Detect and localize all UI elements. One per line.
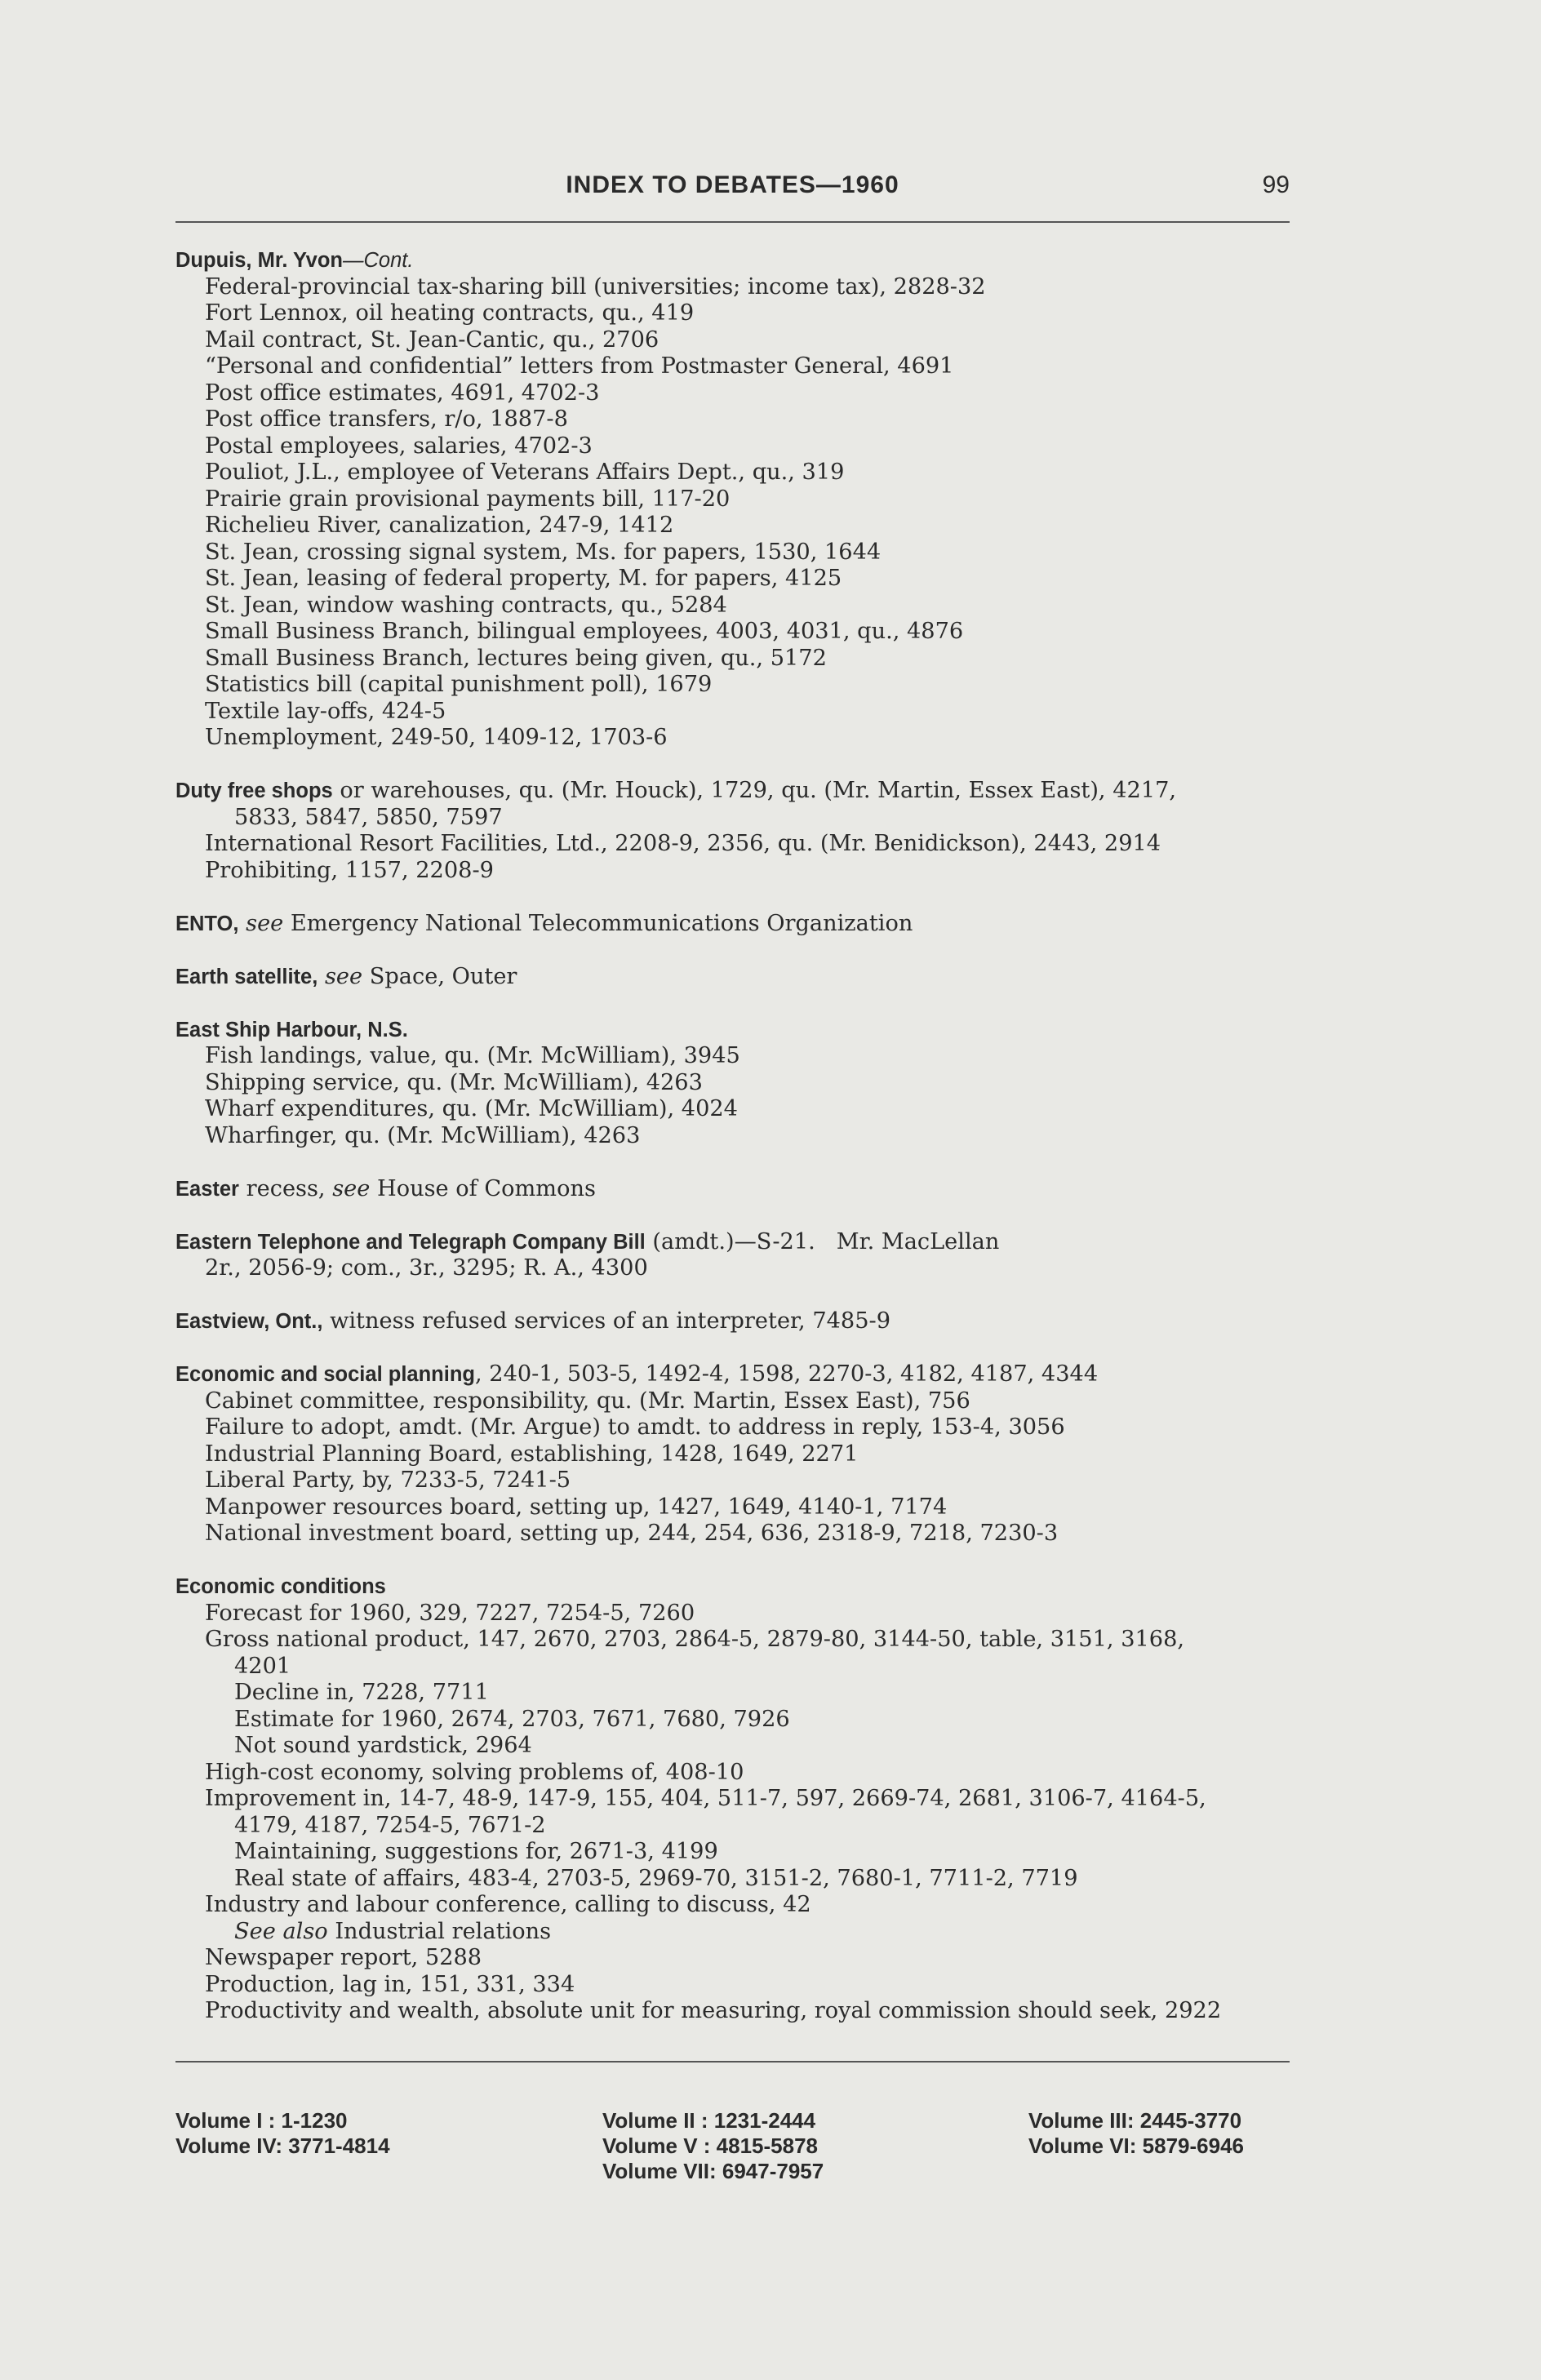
index-entry-eastview bbox=[175, 1308, 1294, 1335]
subentry: Liberal Party, by, 7233-5, 7241-5 bbox=[205, 1468, 571, 1493]
subentry: Gross national product, 147, 2670, 2703, 2864-5, 2879-80, 3144-50, table, 3151, 3168, bbox=[205, 1627, 1185, 1652]
volume-range: Volume III: 2445-3770 bbox=[1028, 2108, 1242, 2133]
entry-heading: Economic and social planning bbox=[175, 1363, 475, 1386]
subentry: “Personal and confidential” letters from Postmaster General, 4691 bbox=[205, 353, 954, 379]
subentry-continuation: 4179, 4187, 7254-5, 7671-2 bbox=[234, 1812, 546, 1838]
subentry: Post office transfers, r/o, 1887-8 bbox=[205, 406, 568, 432]
volume-range: Volume I : 1-1230 bbox=[175, 2108, 348, 2133]
index-entry-eastern-telephone bbox=[175, 1229, 1294, 1282]
subentry: Wharf expenditures, qu. (Mr. McWilliam), 4024 bbox=[205, 1096, 738, 1121]
subentry: Post office estimates, 4691, 4702-3 bbox=[205, 380, 600, 406]
subentry: Small Business Branch, lectures being given, qu., 5172 bbox=[205, 645, 827, 671]
subentry: Unemployment, 249-50, 1409-12, 1703-6 bbox=[205, 725, 668, 750]
entry-heading: Eastern Telephone and Telegraph Company Bill bbox=[175, 1230, 646, 1254]
entry-heading: ENTO, bbox=[175, 912, 239, 935]
subentry: Manpower resources board, setting up, 1427, 1649, 4140-1, 7174 bbox=[205, 1494, 948, 1520]
sub-subentry: Estimate for 1960, 2674, 2703, 7671, 7680, 7926 bbox=[234, 1706, 790, 1732]
subentry: St. Jean, window washing contracts, qu., 5284 bbox=[205, 592, 727, 618]
index-entry-economic-conditions bbox=[175, 1574, 1294, 2025]
page-header bbox=[175, 171, 1290, 212]
entry-continued: —Cont. bbox=[342, 249, 414, 272]
see-also-text: Industrial relations bbox=[327, 1918, 552, 1944]
subentry: Fish landings, value, qu. (Mr. McWilliam), 3945 bbox=[205, 1043, 740, 1068]
footer-column-3 bbox=[1028, 2108, 1244, 2159]
index-body bbox=[175, 247, 1294, 2051]
sub-subentry: Not sound yardstick, 2964 bbox=[234, 1733, 532, 1758]
entry-heading: Easter bbox=[175, 1177, 239, 1201]
subentry: Productivity and wealth, absolute unit for measuring, royal commission should seek, 2922 bbox=[205, 1998, 1222, 2023]
entry-text: witness refused services of an interpreter, 7485-9 bbox=[322, 1308, 891, 1334]
subentry: Small Business Branch, bilingual employees, 4003, 4031, qu., 4876 bbox=[205, 619, 964, 644]
subentry: Cabinet committee, responsibility, qu. (Mr. Martin, Essex East), 756 bbox=[205, 1388, 970, 1414]
subentry: Pouliot, J.L., employee of Veterans Affairs Dept., qu., 319 bbox=[205, 460, 845, 485]
entry-heading: Eastview, Ont., bbox=[175, 1310, 323, 1333]
entry-text: recess, bbox=[238, 1175, 333, 1201]
header-divider bbox=[175, 221, 1290, 223]
entry-heading: Dupuis, Mr. Yvon bbox=[175, 249, 343, 272]
subentry: High-cost economy, solving problems of, 408-10 bbox=[205, 1759, 744, 1785]
sub-subentry: Maintaining, suggestions for, 2671-3, 4199 bbox=[234, 1839, 718, 1864]
subentry: Production, lag in, 151, 331, 334 bbox=[205, 1971, 575, 1997]
see-reference: see bbox=[332, 1175, 371, 1201]
entry-text: , 240-1, 503-5, 1492-4, 1598, 2270-3, 4182, 4187, 4344 bbox=[474, 1361, 1099, 1387]
footer-divider bbox=[175, 2061, 1290, 2063]
page-number: 99 bbox=[1262, 171, 1290, 198]
index-entry-ento bbox=[175, 911, 1294, 938]
volume-range: Volume II : 1231-2444 bbox=[602, 2108, 816, 2133]
volume-range: Volume VI: 5879-6946 bbox=[1028, 2134, 1244, 2158]
subentry: Mail contract, St. Jean-Cantic, qu., 2706 bbox=[205, 326, 659, 353]
subentry: Forecast for 1960, 329, 7227, 7254-5, 7260 bbox=[205, 1600, 695, 1626]
index-entry-east-ship-harbour bbox=[175, 1017, 1294, 1150]
subentry: Fort Lennox, oil heating contracts, qu., 419 bbox=[205, 300, 695, 326]
subentry: Improvement in, 14-7, 48-9, 147-9, 155, 404, 511-7, 597, 2669-74, 2681, 3106-7, 4164-5, bbox=[205, 1786, 1206, 1811]
footer-column-1 bbox=[175, 2108, 390, 2159]
subentry: International Resort Facilities, Ltd., 2208-9, 2356, qu. (Mr. Benidickson), 2443, 2914 bbox=[205, 831, 1161, 856]
subentry: St. Jean, crossing signal system, Ms. for papers, 1530, 1644 bbox=[205, 539, 882, 565]
subentry-continuation: 4201 bbox=[234, 1653, 291, 1679]
subentry: St. Jean, leasing of federal property, M. for papers, 4125 bbox=[205, 566, 842, 591]
subentry: Postal employees, salaries, 4702-3 bbox=[205, 433, 593, 459]
entry-text: Space, Outer bbox=[362, 963, 517, 989]
entry-heading: Economic conditions bbox=[175, 1575, 386, 1598]
volume-range: Volume IV: 3771-4814 bbox=[175, 2134, 390, 2158]
index-entry-dupuis bbox=[175, 247, 1294, 752]
subentry: Federal-provincial tax-sharing bill (universities; income tax), 2828-32 bbox=[205, 273, 986, 300]
volume-range: Volume VII: 6947-7957 bbox=[602, 2159, 824, 2183]
subentry: Industry and labour conference, calling to discuss, 42 bbox=[205, 1892, 811, 1917]
sub-subentry: Decline in, 7228, 7711 bbox=[234, 1680, 489, 1705]
index-entry-economic-social-planning bbox=[175, 1361, 1294, 1547]
entry-text: Emergency National Telecommunications Organization bbox=[283, 910, 913, 936]
page-title: INDEX TO DEBATES—1960 bbox=[566, 171, 899, 198]
entry-text: House of Commons bbox=[370, 1175, 596, 1201]
see-reference: see bbox=[246, 910, 284, 936]
index-entry-duty-free-shops bbox=[175, 778, 1294, 884]
entry-heading: Duty free shops bbox=[175, 779, 333, 802]
subentry: Industrial Planning Board, establishing, 1428, 1649, 2271 bbox=[205, 1441, 859, 1467]
see-reference: see bbox=[324, 963, 363, 989]
subentry: National investment board, setting up, 244, 254, 636, 2318-9, 7218, 7230-3 bbox=[205, 1521, 1059, 1546]
subentry: Textile lay-offs, 424-5 bbox=[205, 698, 446, 724]
index-entry-earth-satellite bbox=[175, 964, 1294, 991]
subentry: Newspaper report, 5288 bbox=[205, 1945, 482, 1970]
entry-text: (amdt.)—S-21. Mr. MacLellan bbox=[645, 1228, 1000, 1254]
entry-heading: Earth satellite, bbox=[175, 965, 318, 988]
see-also-reference: See also bbox=[234, 1918, 328, 1944]
subentry: Prohibiting, 1157, 2208-9 bbox=[205, 857, 494, 883]
subentry: Shipping service, qu. (Mr. McWilliam), 4263 bbox=[205, 1069, 703, 1095]
subentry: Richelieu River, canalization, 247-9, 1412 bbox=[205, 513, 674, 538]
subentry: Wharfinger, qu. (Mr. McWilliam), 4263 bbox=[205, 1122, 641, 1148]
footer-column-2 bbox=[602, 2108, 824, 2184]
subentry: Failure to adopt, amdt. (Mr. Argue) to amdt. to address in reply, 153-4, 3056 bbox=[205, 1414, 1065, 1440]
entry-text: or warehouses, qu. (Mr. Houck), 1729, qu. (Mr. Martin, Essex East), 4217, bbox=[332, 778, 1177, 803]
entry-heading: East Ship Harbour, N.S. bbox=[175, 1018, 408, 1041]
sub-subentry: Real state of affairs, 483-4, 2703-5, 2969-70, 3151-2, 7680-1, 7711-2, 7719 bbox=[234, 1865, 1078, 1891]
entry-continuation: 2r., 2056-9; com., 3r., 3295; R. A., 4300 bbox=[205, 1255, 648, 1281]
index-entry-easter bbox=[175, 1176, 1294, 1203]
volume-range: Volume V : 4815-5878 bbox=[602, 2134, 818, 2158]
subentry: Prairie grain provisional payments bill, 117-20 bbox=[205, 486, 731, 512]
subentry: Statistics bill (capital punishment poll), 1679 bbox=[205, 672, 713, 697]
volume-footer bbox=[175, 2108, 1302, 2198]
entry-continuation: 5833, 5847, 5850, 7597 bbox=[234, 804, 503, 830]
